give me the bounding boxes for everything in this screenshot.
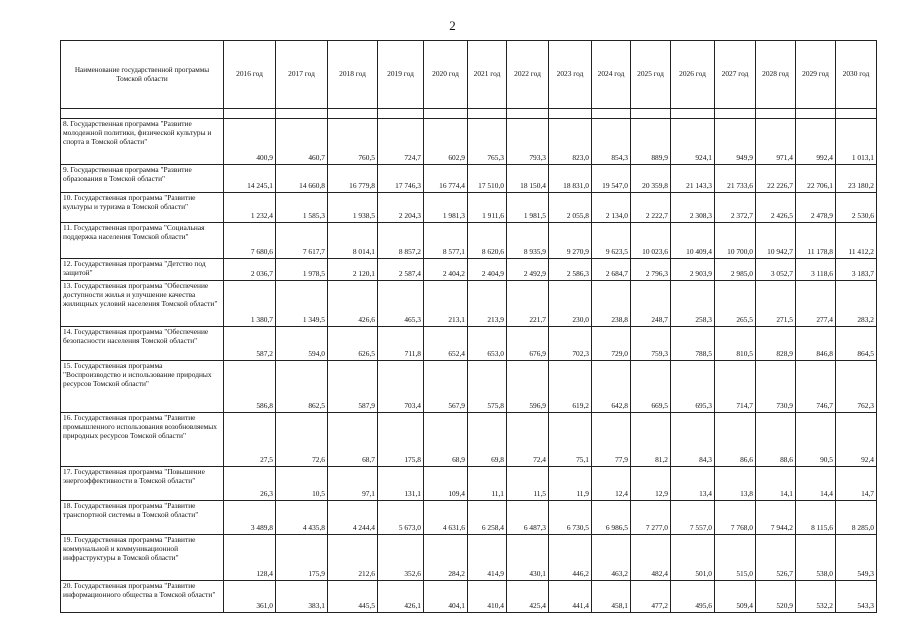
value-cell: 8 857,2 — [378, 223, 424, 259]
program-row — [61, 361, 877, 413]
budget-table — [60, 40, 877, 613]
header-year: 2023 год — [549, 41, 592, 109]
value-cell: 18 150,4 — [507, 165, 549, 193]
value-cell: 2 985,0 — [715, 259, 756, 281]
value-cell: 86,6 — [715, 413, 756, 467]
value-cell: 823,0 — [549, 119, 592, 165]
value-cell: 3 118,6 — [796, 259, 836, 281]
value-cell: 109,4 — [424, 467, 468, 501]
value-cell: 765,3 — [468, 119, 507, 165]
value-cell: 10 023,6 — [631, 223, 671, 259]
value-cell: 482,4 — [631, 535, 671, 581]
value-cell: 26,3 — [224, 467, 276, 501]
program-row — [61, 467, 877, 501]
value-cell: 404,1 — [424, 581, 468, 613]
value-cell: 81,2 — [631, 413, 671, 467]
program-name: 20. Государственная программа "Развитие информационного общества в Томской области" — [61, 581, 224, 613]
value-cell: 17 746,3 — [378, 165, 424, 193]
value-cell: 2 530,6 — [836, 193, 877, 223]
value-cell: 762,3 — [836, 361, 877, 413]
value-cell: 714,7 — [715, 361, 756, 413]
value-cell: 1 978,5 — [276, 259, 328, 281]
value-cell: 8 620,6 — [468, 223, 507, 259]
header-year: 2028 год — [756, 41, 796, 109]
value-cell: 22 226,7 — [756, 165, 796, 193]
value-cell: 414,9 — [468, 535, 507, 581]
value-cell: 1 938,5 — [328, 193, 378, 223]
header-year: 2020 год — [424, 41, 468, 109]
value-cell: 652,4 — [424, 327, 468, 361]
header-year: 2021 год — [468, 41, 507, 109]
value-cell: 759,3 — [631, 327, 671, 361]
value-cell: 463,2 — [592, 535, 631, 581]
value-cell: 69,8 — [468, 413, 507, 467]
value-cell: 8 577,1 — [424, 223, 468, 259]
value-cell: 11 178,8 — [796, 223, 836, 259]
value-cell: 2 134,0 — [592, 193, 631, 223]
value-cell: 16 774,4 — [424, 165, 468, 193]
value-cell: 9 623,5 — [592, 223, 631, 259]
value-cell: 594,0 — [276, 327, 328, 361]
value-cell: 20 359,8 — [631, 165, 671, 193]
program-name: 18. Государственная программа "Развитие транспортной системы в Томской области" — [61, 501, 224, 535]
value-cell: 7 944,2 — [756, 501, 796, 535]
value-cell: 788,5 — [671, 327, 715, 361]
value-cell: 19 547,0 — [592, 165, 631, 193]
value-cell: 221,7 — [507, 281, 549, 327]
value-cell: 1 981,3 — [424, 193, 468, 223]
value-cell: 14,7 — [836, 467, 877, 501]
program-name: 12. Государственная программа "Детство под защитой" — [61, 259, 224, 281]
value-cell: 68,7 — [328, 413, 378, 467]
program-row — [61, 413, 877, 467]
value-cell: 445,5 — [328, 581, 378, 613]
program-name: 16. Государственная программа "Развитие промышленного использования возобновляемых природных ресурсов Томской области" — [61, 413, 224, 467]
value-cell: 532,2 — [796, 581, 836, 613]
value-cell: 729,0 — [592, 327, 631, 361]
value-cell: 619,2 — [549, 361, 592, 413]
value-cell: 14 245,1 — [224, 165, 276, 193]
value-cell: 1 013,1 — [836, 119, 877, 165]
program-row — [61, 223, 877, 259]
value-cell: 2 426,5 — [756, 193, 796, 223]
value-cell: 854,3 — [592, 119, 631, 165]
value-cell: 2 204,3 — [378, 193, 424, 223]
value-cell: 2 492,9 — [507, 259, 549, 281]
header-year: 2030 год — [836, 41, 877, 109]
program-row — [61, 119, 877, 165]
value-cell: 77,9 — [592, 413, 631, 467]
program-name: 13. Государственная программа "Обеспечение доступности жилья и улучшение качества жилищных условий населения Томской области" — [61, 281, 224, 327]
program-name: 9. Государственная программа "Развитие образования в Томской области" — [61, 165, 224, 193]
value-cell: 11 412,2 — [836, 223, 877, 259]
value-cell: 128,4 — [224, 535, 276, 581]
value-cell: 1 981,5 — [507, 193, 549, 223]
value-cell: 7 680,6 — [224, 223, 276, 259]
value-cell: 283,2 — [836, 281, 877, 327]
value-cell: 465,3 — [378, 281, 424, 327]
value-cell: 730,9 — [756, 361, 796, 413]
value-cell: 212,6 — [328, 535, 378, 581]
value-cell: 760,5 — [328, 119, 378, 165]
value-cell: 642,8 — [592, 361, 631, 413]
header-year: 2017 год — [276, 41, 328, 109]
value-cell: 11,5 — [507, 467, 549, 501]
value-cell: 501,0 — [671, 535, 715, 581]
header-year: 2027 год — [715, 41, 756, 109]
value-cell: 949,9 — [715, 119, 756, 165]
value-cell: 7 557,0 — [671, 501, 715, 535]
value-cell: 549,3 — [836, 535, 877, 581]
header-year: 2016 год — [224, 41, 276, 109]
header-year: 2022 год — [507, 41, 549, 109]
program-name: 15. Государственная программа "Воспроизводство и использование природных ресурсов Томской области" — [61, 361, 224, 413]
value-cell: 746,7 — [796, 361, 836, 413]
value-cell: 3 052,7 — [756, 259, 796, 281]
value-cell: 446,2 — [549, 535, 592, 581]
value-cell: 626,5 — [328, 327, 378, 361]
value-cell: 258,3 — [671, 281, 715, 327]
value-cell: 22 706,1 — [796, 165, 836, 193]
spacer-row — [61, 109, 877, 119]
value-cell: 10 700,0 — [715, 223, 756, 259]
header-year: 2025 год — [631, 41, 671, 109]
value-cell: 458,1 — [592, 581, 631, 613]
value-cell: 13,8 — [715, 467, 756, 501]
program-row — [61, 193, 877, 223]
value-cell: 2 372,7 — [715, 193, 756, 223]
value-cell: 213,9 — [468, 281, 507, 327]
value-cell: 238,8 — [592, 281, 631, 327]
value-cell: 400,9 — [224, 119, 276, 165]
value-cell: 2 903,9 — [671, 259, 715, 281]
value-cell: 6 730,5 — [549, 501, 592, 535]
value-cell: 7 277,0 — [631, 501, 671, 535]
program-name: 8. Государственная программа "Развитие молодежной политики, физической культуры и спорта в Томской области" — [61, 119, 224, 165]
value-cell: 265,5 — [715, 281, 756, 327]
value-cell: 426,6 — [328, 281, 378, 327]
value-cell: 846,8 — [796, 327, 836, 361]
value-cell: 8 285,0 — [836, 501, 877, 535]
value-cell: 2 404,9 — [468, 259, 507, 281]
value-cell: 175,9 — [276, 535, 328, 581]
value-cell: 864,5 — [836, 327, 877, 361]
value-cell: 12,4 — [592, 467, 631, 501]
header-row — [61, 41, 877, 109]
value-cell: 4 244,4 — [328, 501, 378, 535]
value-cell: 4 631,6 — [424, 501, 468, 535]
header-year: 2026 год — [671, 41, 715, 109]
value-cell: 6 986,5 — [592, 501, 631, 535]
value-cell: 538,0 — [796, 535, 836, 581]
program-name: 17. Государственная программа "Повышение энергоэффективности в Томской области" — [61, 467, 224, 501]
value-cell: 1 585,3 — [276, 193, 328, 223]
value-cell: 2 055,8 — [549, 193, 592, 223]
value-cell: 14,4 — [796, 467, 836, 501]
value-cell: 13,4 — [671, 467, 715, 501]
value-cell: 2 036,7 — [224, 259, 276, 281]
value-cell: 383,1 — [276, 581, 328, 613]
value-cell: 992,4 — [796, 119, 836, 165]
value-cell: 175,8 — [378, 413, 424, 467]
program-name: 10. Государственная программа "Развитие культуры и туризма в Томской области" — [61, 193, 224, 223]
value-cell: 361,0 — [224, 581, 276, 613]
value-cell: 1 232,4 — [224, 193, 276, 223]
value-cell: 971,4 — [756, 119, 796, 165]
value-cell: 596,9 — [507, 361, 549, 413]
header-year: 2019 год — [378, 41, 424, 109]
value-cell: 7 617,7 — [276, 223, 328, 259]
value-cell: 1 911,6 — [468, 193, 507, 223]
value-cell: 410,4 — [468, 581, 507, 613]
value-cell: 10 942,7 — [756, 223, 796, 259]
value-cell: 3 183,7 — [836, 259, 877, 281]
value-cell: 4 435,8 — [276, 501, 328, 535]
program-name: 14. Государственная программа "Обеспечение безопасности населения Томской области" — [61, 327, 224, 361]
value-cell: 6 258,4 — [468, 501, 507, 535]
value-cell: 17 510,0 — [468, 165, 507, 193]
value-cell: 68,9 — [424, 413, 468, 467]
value-cell: 587,2 — [224, 327, 276, 361]
value-cell: 11,9 — [549, 467, 592, 501]
program-name: 19. Государственная программа "Развитие коммунальной и коммуникационной инфраструктуры в Томской области" — [61, 535, 224, 581]
value-cell: 16 779,8 — [328, 165, 378, 193]
value-cell: 230,0 — [549, 281, 592, 327]
value-cell: 213,1 — [424, 281, 468, 327]
program-row — [61, 165, 877, 193]
value-cell: 18 831,0 — [549, 165, 592, 193]
page-number: 2 — [449, 18, 456, 33]
value-cell: 724,7 — [378, 119, 424, 165]
header-year: 2018 год — [328, 41, 378, 109]
value-cell: 526,7 — [756, 535, 796, 581]
value-cell: 131,1 — [378, 467, 424, 501]
value-cell: 2 404,2 — [424, 259, 468, 281]
value-cell: 21 733,6 — [715, 165, 756, 193]
value-cell: 10,5 — [276, 467, 328, 501]
header-year: 2029 год — [796, 41, 836, 109]
value-cell: 460,7 — [276, 119, 328, 165]
value-cell: 495,6 — [671, 581, 715, 613]
value-cell: 711,8 — [378, 327, 424, 361]
program-row — [61, 581, 877, 613]
value-cell: 14,1 — [756, 467, 796, 501]
value-cell: 284,2 — [424, 535, 468, 581]
value-cell: 1 349,5 — [276, 281, 328, 327]
value-cell: 248,7 — [631, 281, 671, 327]
value-cell: 862,5 — [276, 361, 328, 413]
value-cell: 567,9 — [424, 361, 468, 413]
value-cell: 277,4 — [796, 281, 836, 327]
value-cell: 2 586,3 — [549, 259, 592, 281]
value-cell: 653,0 — [468, 327, 507, 361]
program-name: 11. Государственная программа "Социальная поддержка населения Томской области" — [61, 223, 224, 259]
value-cell: 72,4 — [507, 413, 549, 467]
program-row — [61, 535, 877, 581]
value-cell: 75,1 — [549, 413, 592, 467]
value-cell: 586,8 — [224, 361, 276, 413]
value-cell: 702,3 — [549, 327, 592, 361]
value-cell: 90,5 — [796, 413, 836, 467]
value-cell: 2 478,9 — [796, 193, 836, 223]
value-cell: 509,4 — [715, 581, 756, 613]
value-cell: 695,3 — [671, 361, 715, 413]
value-cell: 27,5 — [224, 413, 276, 467]
value-cell: 84,3 — [671, 413, 715, 467]
value-cell: 88,6 — [756, 413, 796, 467]
value-cell: 2 120,1 — [328, 259, 378, 281]
value-cell: 2 684,7 — [592, 259, 631, 281]
value-cell: 2 796,3 — [631, 259, 671, 281]
value-cell: 6 487,3 — [507, 501, 549, 535]
value-cell: 441,4 — [549, 581, 592, 613]
value-cell: 21 143,3 — [671, 165, 715, 193]
value-cell: 426,1 — [378, 581, 424, 613]
value-cell: 72,6 — [276, 413, 328, 467]
value-cell: 602,9 — [424, 119, 468, 165]
value-cell: 14 660,8 — [276, 165, 328, 193]
value-cell: 520,9 — [756, 581, 796, 613]
value-cell: 2 308,3 — [671, 193, 715, 223]
value-cell: 425,4 — [507, 581, 549, 613]
value-cell: 271,5 — [756, 281, 796, 327]
value-cell: 924,1 — [671, 119, 715, 165]
value-cell: 430,1 — [507, 535, 549, 581]
value-cell: 2 222,7 — [631, 193, 671, 223]
value-cell: 810,5 — [715, 327, 756, 361]
program-row — [61, 327, 877, 361]
value-cell: 1 380,7 — [224, 281, 276, 327]
value-cell: 676,9 — [507, 327, 549, 361]
value-cell: 703,4 — [378, 361, 424, 413]
value-cell: 2 587,4 — [378, 259, 424, 281]
value-cell: 3 489,8 — [224, 501, 276, 535]
value-cell: 543,3 — [836, 581, 877, 613]
value-cell: 889,9 — [631, 119, 671, 165]
value-cell: 8 115,6 — [796, 501, 836, 535]
value-cell: 477,2 — [631, 581, 671, 613]
header-name: Наименование государственной программы Томской области — [61, 41, 224, 109]
value-cell: 575,8 — [468, 361, 507, 413]
value-cell: 669,5 — [631, 361, 671, 413]
value-cell: 828,9 — [756, 327, 796, 361]
value-cell: 10 409,4 — [671, 223, 715, 259]
value-cell: 97,1 — [328, 467, 378, 501]
value-cell: 8 935,9 — [507, 223, 549, 259]
value-cell: 11,1 — [468, 467, 507, 501]
value-cell: 23 180,2 — [836, 165, 877, 193]
value-cell: 5 673,0 — [378, 501, 424, 535]
value-cell: 12,9 — [631, 467, 671, 501]
program-row — [61, 281, 877, 327]
header-year: 2024 год — [592, 41, 631, 109]
program-row — [61, 259, 877, 281]
value-cell: 92,4 — [836, 413, 877, 467]
value-cell: 8 014,1 — [328, 223, 378, 259]
value-cell: 793,3 — [507, 119, 549, 165]
value-cell: 352,6 — [378, 535, 424, 581]
value-cell: 515,0 — [715, 535, 756, 581]
value-cell: 587,9 — [328, 361, 378, 413]
value-cell: 7 768,0 — [715, 501, 756, 535]
program-row — [61, 501, 877, 535]
value-cell: 9 270,9 — [549, 223, 592, 259]
